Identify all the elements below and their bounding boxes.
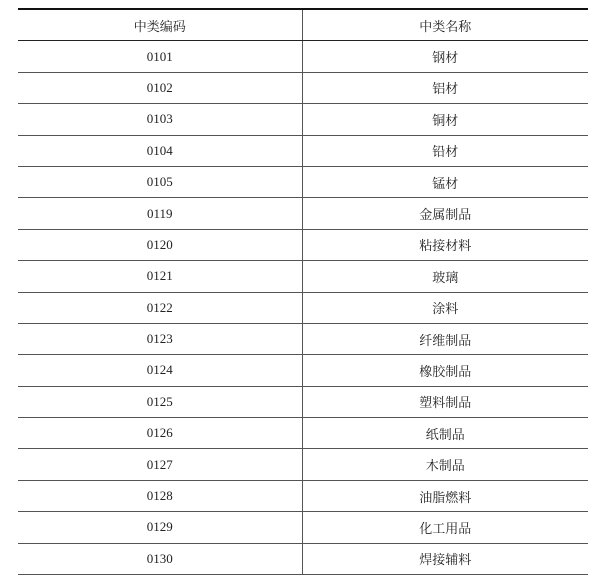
category-code-cell: 0102	[18, 72, 302, 103]
category-name-cell: 化工用品	[302, 512, 588, 543]
category-code-cell: 0130	[18, 543, 302, 574]
category-name-cell: 涂料	[302, 292, 588, 323]
category-name-cell: 钢材	[302, 41, 588, 72]
category-code-cell: 0119	[18, 198, 302, 229]
table-row	[18, 418, 588, 449]
category-name-cell: 木制品	[302, 449, 588, 480]
table-row	[18, 104, 588, 135]
category-name-cell: 橡胶制品	[302, 355, 588, 386]
category-name-cell: 铜材	[302, 104, 588, 135]
table-row	[18, 480, 588, 511]
table-row	[18, 292, 588, 323]
table-row	[18, 135, 588, 166]
category-code-cell: 0123	[18, 323, 302, 354]
table-row	[18, 449, 588, 480]
category-name-cell: 粘接材料	[302, 229, 588, 260]
table-row	[18, 198, 588, 229]
category-name-cell: 铅材	[302, 135, 588, 166]
category-code-cell: 0126	[18, 418, 302, 449]
category-code-cell: 0121	[18, 261, 302, 292]
category-code-cell: 0124	[18, 355, 302, 386]
category-code-cell: 0103	[18, 104, 302, 135]
category-name-cell: 玻璃	[302, 261, 588, 292]
category-code-cell: 0122	[18, 292, 302, 323]
category-name-cell: 金属制品	[302, 198, 588, 229]
table-row	[18, 41, 588, 72]
header-category-name: 中类名称	[302, 9, 588, 41]
category-code-cell: 0128	[18, 480, 302, 511]
table-row	[18, 72, 588, 103]
table-row	[18, 355, 588, 386]
category-name-cell: 锰材	[302, 166, 588, 197]
category-code-cell: 0125	[18, 386, 302, 417]
category-code-cell: 0129	[18, 512, 302, 543]
header-row	[18, 9, 588, 41]
category-name-cell: 油脂燃料	[302, 480, 588, 511]
category-code-cell: 0101	[18, 41, 302, 72]
category-table	[18, 8, 588, 575]
category-code-cell: 0105	[18, 166, 302, 197]
table-body	[18, 41, 588, 575]
category-name-cell: 塑料制品	[302, 386, 588, 417]
table-row	[18, 261, 588, 292]
table-header	[18, 9, 588, 41]
category-code-cell: 0127	[18, 449, 302, 480]
table-row	[18, 323, 588, 354]
category-name-cell: 铝材	[302, 72, 588, 103]
category-name-cell: 纸制品	[302, 418, 588, 449]
table-row	[18, 166, 588, 197]
table-row	[18, 386, 588, 417]
category-table-container	[18, 8, 588, 575]
header-category-code: 中类编码	[18, 9, 302, 41]
category-code-cell: 0104	[18, 135, 302, 166]
category-name-cell: 纤维制品	[302, 323, 588, 354]
category-name-cell: 焊接辅料	[302, 543, 588, 574]
table-row	[18, 512, 588, 543]
table-row	[18, 229, 588, 260]
category-code-cell: 0120	[18, 229, 302, 260]
